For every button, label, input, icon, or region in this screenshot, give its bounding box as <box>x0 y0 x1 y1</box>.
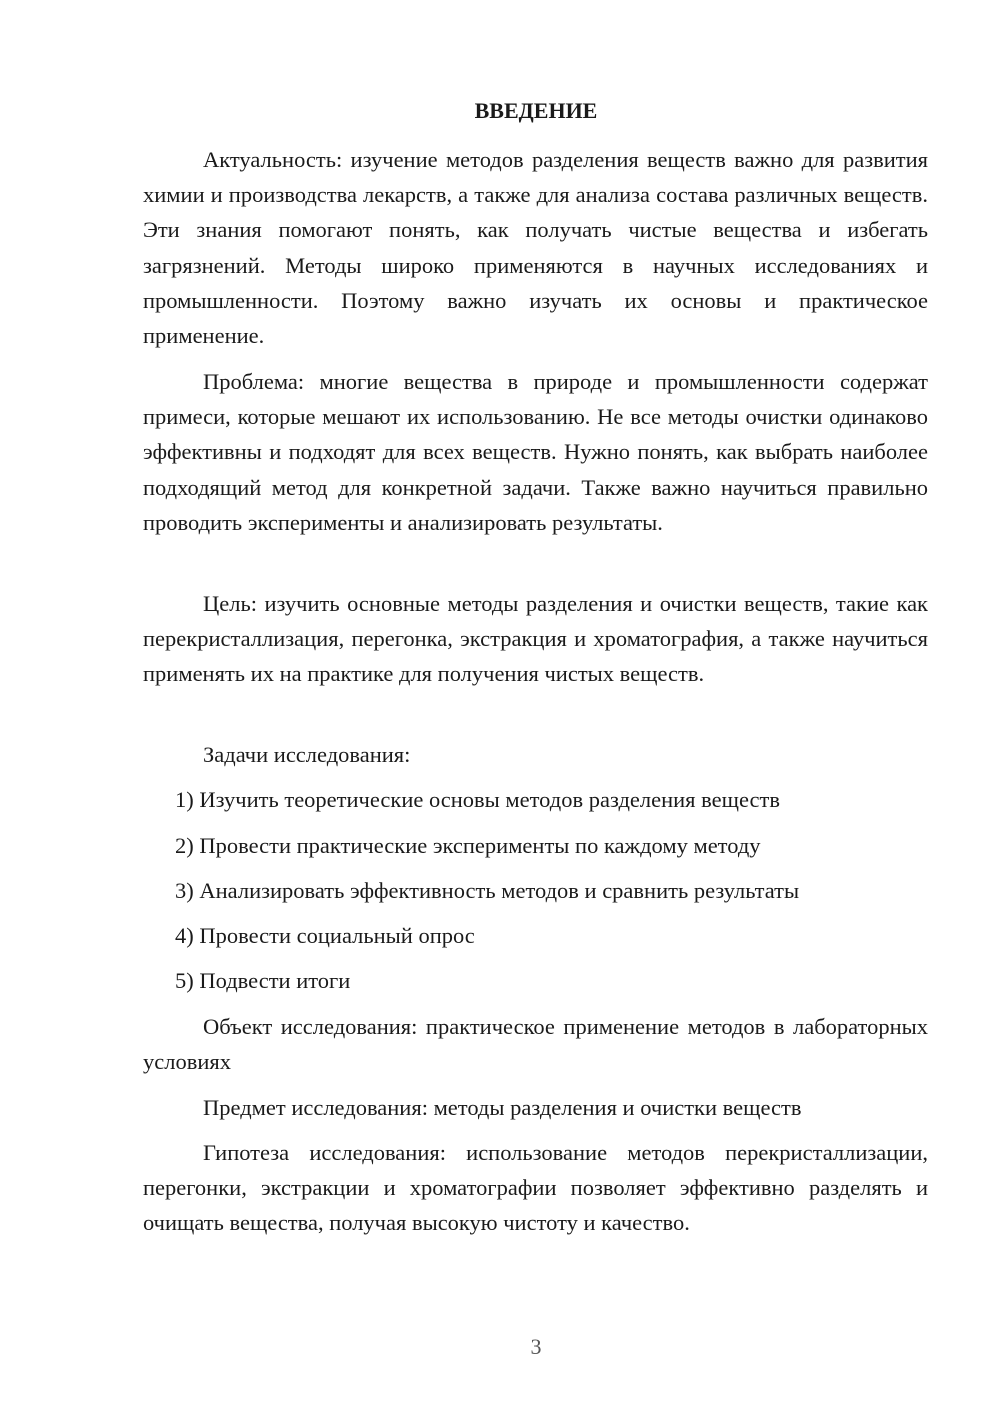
tasks-title: Задачи исследования: <box>203 742 411 767</box>
relevance-paragraph: Актуальность: изучение методов разделения веществ важно для развития химии и производства лекарств, а также для анализа состава различных веществ. Эти знания помогают понять, как получать чистые вещества и избегать загрязнений. Методы широко применяются в научных исследованиях и промышленности. Поэтому важно изучать их основы и практическое применение. <box>143 147 928 349</box>
page-number: 3 <box>530 1334 542 1359</box>
task-4-block <box>143 918 928 953</box>
goal-block <box>143 586 928 692</box>
task-5-block <box>143 963 928 998</box>
hypothesis-paragraph: Гипотеза исследования: использование методов перекристаллизации, перегонки, экстракции и хроматографии позволяет эффективно разделять и очищать вещества, получая высокую чистоту и качество. <box>143 1140 928 1236</box>
problem-block <box>143 364 928 540</box>
task-item: 5) Подвести итоги <box>175 968 351 993</box>
object-block <box>143 1009 928 1079</box>
task-item: 4) Провести социальный опрос <box>175 923 475 948</box>
tasks-title-block <box>143 737 928 772</box>
subject-paragraph: Предмет исследования: методы разделения и очистки веществ <box>203 1095 802 1120</box>
relevance-block <box>143 142 928 353</box>
task-item: 1) Изучить теоретические основы методов разделения веществ <box>175 787 780 812</box>
task-item: 2) Провести практические эксперименты по каждому методу <box>175 833 761 858</box>
goal-paragraph: Цель: изучить основные методы разделения и очистки веществ, такие как перекристаллизация, перегонка, экстракция и хроматография, а также научиться применять их на практике для получения чистых веществ. <box>143 591 928 687</box>
problem-paragraph: Проблема: многие вещества в природе и промышленности содержат примеси, которые мешают их использованию. Не все методы очистки одинаково эффективны и подходят для всех веществ. Нужно понять, как выбрать наиболее подходящий метод для конкретной задачи. Также важно научиться правильно проводить эксперименты и анализировать результаты. <box>143 369 928 535</box>
task-item: 3) Анализировать эффективность методов и сравнить результаты <box>175 878 800 903</box>
section-heading: ВВЕДЕНИЕ <box>474 98 598 123</box>
task-1-block <box>143 782 928 817</box>
task-2-block <box>143 828 928 863</box>
hypothesis-block <box>143 1135 928 1241</box>
subject-block <box>143 1090 928 1125</box>
task-3-block <box>143 873 928 908</box>
object-paragraph: Объект исследования: практическое применение методов в лабораторных условиях <box>143 1014 928 1075</box>
